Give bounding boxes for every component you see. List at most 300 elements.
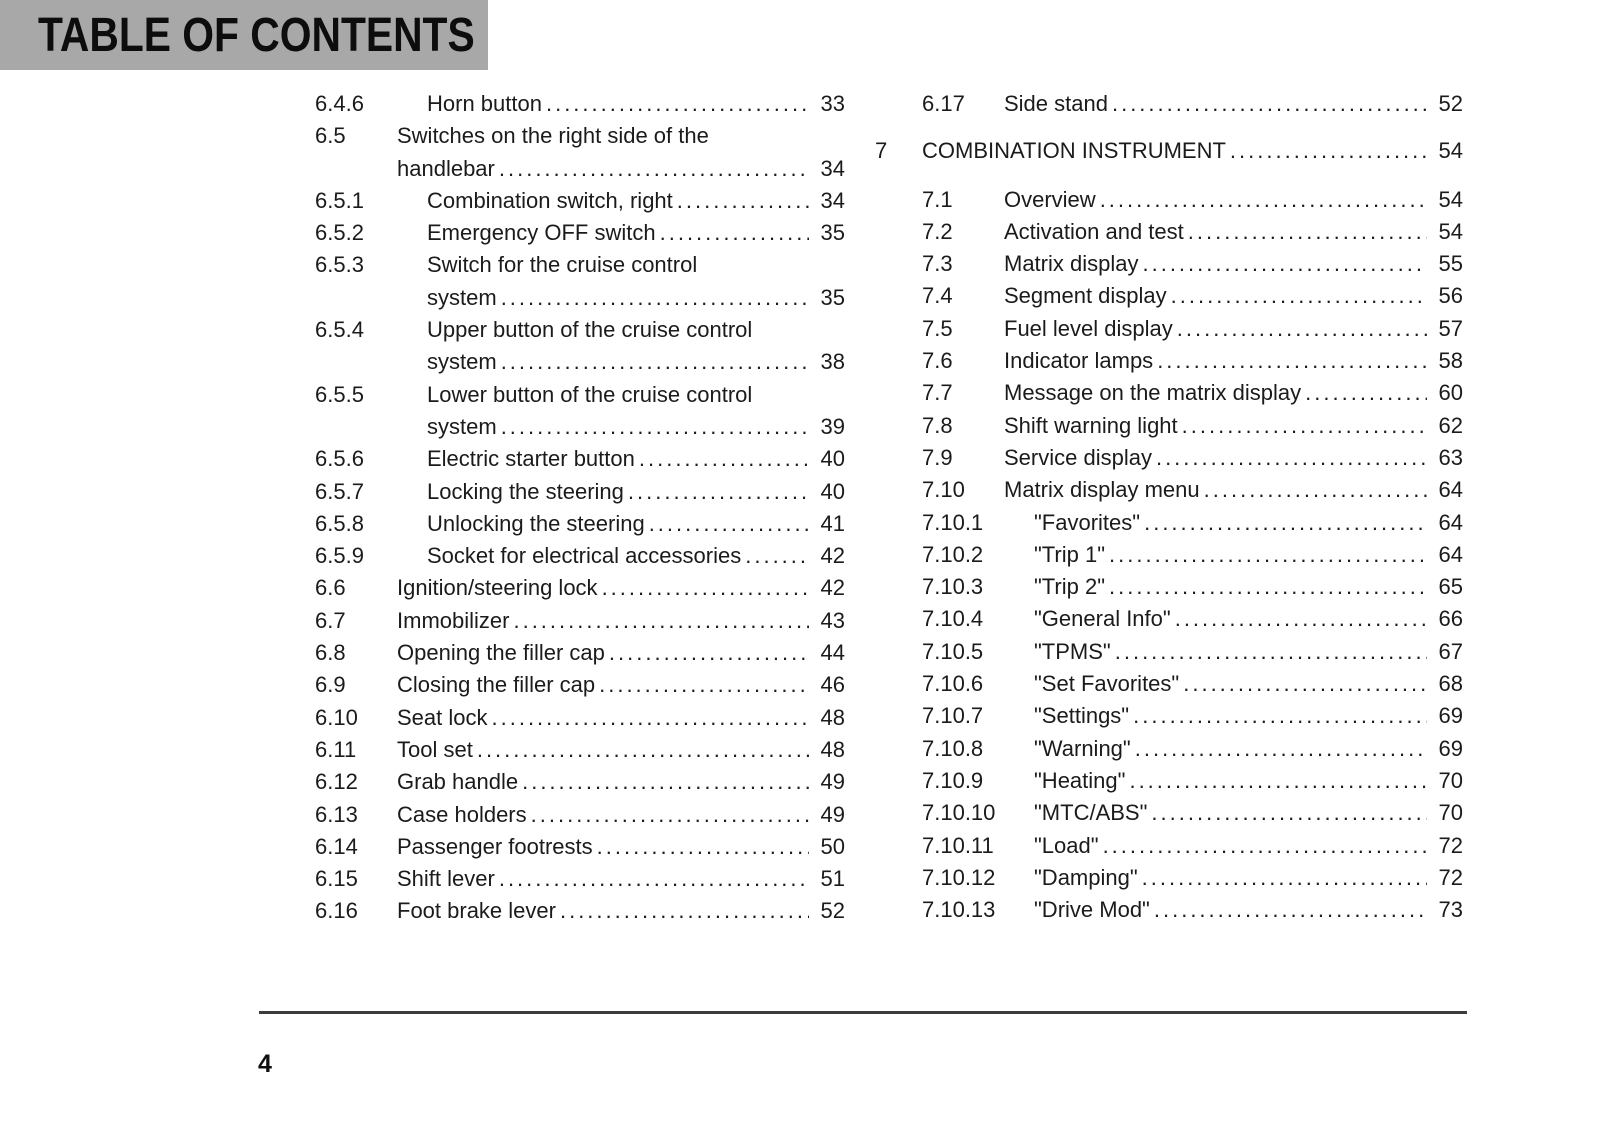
- toc-entry-page: 55: [1438, 251, 1463, 277]
- toc-entry-page: 52: [820, 898, 845, 924]
- toc-entry-number: 7.10: [922, 477, 965, 503]
- dot-leader: [1138, 248, 1426, 280]
- toc-entry-page: 42: [820, 543, 845, 569]
- toc-entry-line: [1034, 894, 1463, 926]
- footer-divider: [259, 1011, 1467, 1014]
- toc-entry-page: 72: [1438, 864, 1463, 890]
- dot-leader: [509, 605, 808, 637]
- dot-leader: [518, 766, 808, 798]
- toc-entry-body: [397, 637, 845, 669]
- toc-entry-body: [1004, 280, 1463, 312]
- toc-entry-title: Service display: [1004, 444, 1152, 470]
- toc-entry-body: [1034, 507, 1463, 539]
- toc-entry-line: [397, 153, 845, 185]
- toc-entry-page: 42: [820, 575, 845, 601]
- toc-entry-page: 50: [820, 833, 845, 859]
- toc-entry-number: 7.10.10: [922, 800, 996, 826]
- toc-entry-line: [427, 443, 845, 475]
- toc-entry-title: "Load": [1034, 832, 1099, 858]
- dot-leader: [1140, 507, 1426, 539]
- toc-entry-page: 56: [1438, 283, 1463, 309]
- toc-entry-body: [397, 605, 845, 637]
- toc-entry-body: [1034, 894, 1463, 926]
- toc-entry-number: 7.7: [922, 380, 953, 406]
- toc-entry: [875, 184, 1463, 216]
- toc-entry-body: [1004, 410, 1463, 442]
- toc-entry-page: 35: [820, 220, 845, 246]
- toc-entry-line: [922, 135, 1463, 167]
- toc-entry-page: 43: [820, 607, 845, 633]
- dot-leader: [1200, 474, 1427, 506]
- toc-entry: [875, 88, 1463, 120]
- toc-entry-line: [1004, 377, 1463, 409]
- toc-entry-line: [1034, 765, 1463, 797]
- dot-leader: [595, 669, 808, 701]
- toc-entry-page: 63: [1438, 444, 1463, 470]
- toc-entry: [315, 508, 845, 540]
- toc-entry-body: [1004, 442, 1463, 474]
- toc-entry-page: 44: [820, 640, 845, 666]
- toc-entry-number: 7.10.11: [922, 832, 994, 858]
- toc-entry: [875, 313, 1463, 345]
- toc-entry-number: 6.8: [315, 640, 346, 666]
- toc-entry-number: 6.7: [315, 607, 346, 633]
- toc-entry-body: [397, 120, 845, 185]
- toc-entry: [875, 603, 1463, 635]
- toc-entry-body: [1034, 830, 1463, 862]
- toc-entry: [875, 280, 1463, 312]
- toc-entry-number: 6.12: [315, 769, 358, 795]
- toc-entry-number: 6.15: [315, 866, 358, 892]
- toc-entry-page: 49: [820, 769, 845, 795]
- toc-entry-page: 64: [1438, 509, 1463, 535]
- toc-entry-page: 40: [820, 446, 845, 472]
- toc-entry: [875, 733, 1463, 765]
- toc-entry-title: Horn button: [427, 91, 542, 116]
- page-title: TABLE OF CONTENTS: [38, 8, 475, 62]
- dot-leader: [1184, 216, 1427, 248]
- toc-entry-title: "MTC/ABS": [1034, 800, 1148, 826]
- toc-entry-number: 6.14: [315, 833, 358, 859]
- toc-entry-body: [1004, 474, 1463, 506]
- toc-entry-body: [1034, 539, 1463, 571]
- toc-entry-title: Unlocking the steering: [427, 510, 645, 536]
- toc-entry-page: 34: [820, 155, 845, 181]
- toc-entry-line: [1034, 636, 1463, 668]
- toc-entry-title: system: [427, 413, 497, 439]
- dot-leader: [1108, 88, 1427, 120]
- dot-leader: [741, 540, 808, 572]
- toc-entry-body: [1004, 216, 1463, 248]
- toc-entry-body: [397, 702, 845, 734]
- toc-entry: [875, 830, 1463, 862]
- dot-leader: [1153, 345, 1426, 377]
- toc-entry: [875, 248, 1463, 280]
- toc-entry: [315, 895, 845, 927]
- toc-entry-page: 40: [820, 478, 845, 504]
- toc-entry-body: [1034, 603, 1463, 635]
- toc-entry-page: 65: [1438, 574, 1463, 600]
- toc-entry: [315, 120, 845, 185]
- toc-entry-line: [1004, 410, 1463, 442]
- toc-entry: [315, 572, 845, 604]
- dot-leader: [1105, 539, 1426, 571]
- dot-leader: [593, 831, 809, 863]
- toc-entry-number: 7.1: [922, 186, 953, 212]
- toc-entry-line: [1004, 280, 1463, 312]
- toc-entry-number: 6.5.5: [315, 381, 364, 407]
- toc-entry-line: [427, 540, 845, 572]
- toc-entry-body: [397, 669, 845, 701]
- dot-leader: [497, 411, 809, 443]
- toc-entry-number: 7.10.12: [922, 864, 996, 890]
- toc-entry-number: 6.5.6: [315, 446, 364, 472]
- toc-entry-body: [397, 831, 845, 863]
- toc-entry-title: Segment display: [1004, 283, 1167, 309]
- toc-entry: [315, 799, 845, 831]
- toc-entry-page: 70: [1438, 800, 1463, 826]
- toc-entry-title: Indicator lamps: [1004, 348, 1154, 374]
- toc-entry-title: Seat lock: [397, 704, 488, 730]
- toc-entry-body: [397, 766, 845, 798]
- toc-entry: [315, 734, 845, 766]
- toc-entry-title: Activation and test: [1004, 218, 1184, 244]
- toc-entry-title: Switch for the cruise control: [427, 252, 698, 278]
- toc-entry-line: [397, 572, 845, 604]
- toc-entry-page: 72: [1438, 832, 1463, 858]
- dot-leader: [1171, 603, 1427, 635]
- header-bar: [0, 0, 488, 70]
- toc-entry-page: 33: [820, 91, 845, 116]
- toc-entry-line: [1004, 88, 1463, 120]
- toc-entry-number: 7.5: [922, 315, 953, 341]
- toc-entry: [315, 476, 845, 508]
- toc-entry-number: 6.5.1: [315, 187, 364, 213]
- dot-leader: [598, 572, 809, 604]
- toc-entry-number: 7.6: [922, 348, 953, 374]
- toc-entry-number: 7.10.9: [922, 767, 984, 793]
- toc-entry-body: [397, 895, 845, 927]
- toc-entry-body: [1004, 313, 1463, 345]
- toc-entry: [875, 539, 1463, 571]
- toc-entry-body: [1004, 184, 1463, 216]
- dot-leader: [556, 895, 809, 927]
- toc-entry-title: "Settings": [1034, 703, 1130, 729]
- toc-entry-body: [427, 249, 845, 314]
- toc-entry-line: [1004, 313, 1463, 345]
- toc-entry-number: 7.9: [922, 444, 953, 470]
- toc-entry-number: 7.3: [922, 251, 953, 277]
- toc-entry-page: 54: [1438, 186, 1463, 212]
- toc-entry-number: 7.10.7: [922, 703, 984, 729]
- toc-entry-title: "Trip 2": [1034, 574, 1106, 600]
- toc-entry-title: "Drive Mod": [1034, 897, 1150, 923]
- toc-entry: [875, 862, 1463, 894]
- toc-entry-line: [397, 605, 845, 637]
- toc-entry-number: 7: [875, 138, 888, 164]
- toc-entry: [315, 637, 845, 669]
- toc-entry-number: 6.10: [315, 704, 358, 730]
- dot-leader: [1105, 571, 1426, 603]
- toc-entry-page: 51: [820, 866, 845, 892]
- toc-entry-line: [1034, 862, 1463, 894]
- toc-entry-line: [427, 217, 845, 249]
- dot-leader: [624, 476, 809, 508]
- toc-entry-number: 6.5.8: [315, 510, 364, 536]
- toc-entry: [315, 314, 845, 379]
- toc-entry-number: 6.6: [315, 575, 346, 601]
- toc-entry-body: [427, 508, 845, 540]
- dot-leader: [1129, 700, 1426, 732]
- toc-entry-number: 7.10.3: [922, 574, 984, 600]
- toc-entry: [315, 88, 845, 120]
- toc-entry-number: 6.13: [315, 801, 358, 827]
- toc-entry-body: [427, 185, 845, 217]
- toc-entry-line: [1034, 733, 1463, 765]
- toc-entry-page: 66: [1438, 606, 1463, 632]
- toc-entry-line: [1034, 603, 1463, 635]
- toc-column-right: [875, 88, 1463, 926]
- toc-entry: [315, 669, 845, 701]
- dot-leader: [495, 153, 809, 185]
- toc-entry-number: 7.4: [922, 283, 953, 309]
- toc-entry: [875, 765, 1463, 797]
- toc-entry-title: "Warning": [1034, 735, 1131, 761]
- toc-entry: [315, 185, 845, 217]
- toc-entry-title: Tool set: [397, 736, 473, 762]
- toc-entry-title: "Heating": [1034, 767, 1126, 793]
- toc-entry-number: 7.8: [922, 412, 953, 438]
- toc-entry: [875, 345, 1463, 377]
- dot-leader: [495, 863, 809, 895]
- toc-entry-page: 38: [820, 349, 845, 375]
- toc-entry: [315, 249, 845, 314]
- toc-entry-number: 7.10.8: [922, 735, 984, 761]
- dot-leader: [1178, 410, 1427, 442]
- toc-entry-line: [1004, 184, 1463, 216]
- toc-entry-page: 49: [820, 801, 845, 827]
- toc-entry-title: Matrix display menu: [1004, 477, 1200, 503]
- toc-entry-title: "General Info": [1034, 606, 1171, 632]
- toc-entry-page: 39: [820, 413, 845, 439]
- toc-entry-page: 70: [1438, 767, 1463, 793]
- toc-entry: [315, 605, 845, 637]
- toc-entry-number: 7.2: [922, 218, 953, 244]
- toc-entry-number: 6.16: [315, 898, 358, 924]
- toc-entry-body: [1034, 765, 1463, 797]
- toc-entry-body: [1004, 345, 1463, 377]
- toc-entry: [315, 831, 845, 863]
- toc-entry-line: [427, 476, 845, 508]
- toc-entry-title: COMBINATION INSTRUMENT: [922, 138, 1226, 164]
- toc-entry-page: 62: [1438, 412, 1463, 438]
- page-number: 4: [258, 1050, 272, 1078]
- toc-entry-body: [427, 217, 845, 249]
- dot-leader: [605, 637, 809, 669]
- toc-entry: [875, 474, 1463, 506]
- dot-leader: [1167, 280, 1427, 312]
- toc-entry-line: [1004, 474, 1463, 506]
- toc-entry-body: [1034, 700, 1463, 732]
- toc-entry-title: Combination switch, right: [427, 187, 673, 213]
- toc-entry-title: system: [427, 349, 497, 375]
- dot-leader: [1152, 442, 1427, 474]
- toc-entry-body: [427, 379, 845, 444]
- toc-entry-number: 6.5.9: [315, 543, 364, 569]
- toc-entry-title: Switches on the right side of the: [397, 123, 709, 149]
- toc-entry-page: 41: [820, 510, 845, 536]
- toc-entry-page: 54: [1438, 218, 1463, 244]
- toc-entry-page: 54: [1438, 138, 1463, 164]
- toc-entry-number: 6.5: [315, 123, 346, 149]
- toc-entry-page: 52: [1438, 91, 1463, 116]
- toc-entry-title: handlebar: [397, 155, 495, 181]
- dot-leader: [635, 443, 809, 475]
- toc-entry-page: 48: [820, 704, 845, 730]
- toc-entry-line: [427, 379, 845, 411]
- toc-entry-page: 69: [1438, 703, 1463, 729]
- dot-leader: [1111, 636, 1427, 668]
- toc-entry-line: [397, 734, 845, 766]
- toc-entry-line: [397, 766, 845, 798]
- toc-entry-number: 6.5.4: [315, 317, 364, 343]
- toc-entry-line: [427, 314, 845, 346]
- toc-entry-number: 6.5.2: [315, 220, 364, 246]
- dot-leader: [1173, 313, 1427, 345]
- toc-entry-line: [1034, 700, 1463, 732]
- toc-entry: [875, 410, 1463, 442]
- dot-leader: [1096, 184, 1427, 216]
- dot-leader: [1125, 765, 1426, 797]
- toc-entry-title: "TPMS": [1034, 638, 1111, 664]
- toc-entry-number: 6.11: [315, 736, 357, 762]
- dot-leader: [1301, 377, 1426, 409]
- toc-entry: [315, 766, 845, 798]
- toc-entry-body: [427, 540, 845, 572]
- toc-entry-body: [1034, 733, 1463, 765]
- toc-entry: [875, 507, 1463, 539]
- toc-entry-body: [397, 863, 845, 895]
- toc-entry-line: [397, 799, 845, 831]
- dot-leader: [1179, 668, 1426, 700]
- toc-entry-line: [427, 249, 845, 281]
- toc-entry: [315, 702, 845, 734]
- toc-entry-page: 73: [1438, 897, 1463, 923]
- toc-entry-line: [397, 895, 845, 927]
- toc-entry-number: 7.10.13: [922, 897, 996, 923]
- dot-leader: [497, 346, 809, 378]
- toc-entry-number: 7.10.4: [922, 606, 984, 632]
- toc-entry-title: "Trip 1": [1034, 541, 1106, 567]
- toc-entry: [875, 571, 1463, 603]
- toc-entry-title: Socket for electrical accessories: [427, 543, 742, 569]
- toc-entry-page: 46: [820, 672, 845, 698]
- toc-entry-body: [1034, 797, 1463, 829]
- toc-entry-title: Electric starter button: [427, 446, 635, 472]
- toc-entry-line: [427, 185, 845, 217]
- toc-entry-line: [1034, 571, 1463, 603]
- toc-entry-title: "Set Favorites": [1034, 671, 1180, 697]
- toc-entry-page: 58: [1438, 348, 1463, 374]
- toc-entry-line: [1004, 345, 1463, 377]
- dot-leader: [497, 282, 809, 314]
- toc-entry-title: Emergency OFF switch: [427, 220, 656, 246]
- dot-leader: [488, 702, 809, 734]
- dot-leader: [1150, 894, 1427, 926]
- toc-entry-title: system: [427, 284, 497, 310]
- toc-entry-title: Message on the matrix display: [1004, 380, 1302, 406]
- toc-entry-title: "Damping": [1034, 864, 1138, 890]
- toc-entry-body: [427, 88, 845, 120]
- toc-entry-body: [922, 135, 1463, 167]
- toc-entry-body: [1034, 571, 1463, 603]
- toc-entry-body: [1004, 377, 1463, 409]
- toc-entry-number: 6.9: [315, 672, 346, 698]
- toc-entry-number: 7.10.2: [922, 541, 984, 567]
- toc-entry-body: [397, 799, 845, 831]
- dot-leader: [1138, 862, 1427, 894]
- toc-entry-line: [427, 282, 845, 314]
- dot-leader: [527, 799, 809, 831]
- dot-leader: [1099, 830, 1427, 862]
- toc-entry-title: Ignition/steering lock: [397, 575, 598, 601]
- toc-entry-page: 57: [1438, 315, 1463, 341]
- toc-entry-title: Case holders: [397, 801, 527, 827]
- toc-entry-page: 64: [1438, 477, 1463, 503]
- toc-entry-number: 6.17: [922, 91, 965, 116]
- toc-entry-title: Grab handle: [397, 769, 519, 795]
- dot-leader: [673, 185, 809, 217]
- dot-leader: [473, 734, 809, 766]
- toc-entry-title: Shift lever: [397, 866, 495, 892]
- toc-entry-page: 48: [820, 736, 845, 762]
- toc-entry-page: 69: [1438, 735, 1463, 761]
- toc-entry-body: [427, 443, 845, 475]
- toc-entry-title: Opening the filler cap: [397, 640, 605, 666]
- toc-entry: [875, 668, 1463, 700]
- toc-entry: [315, 443, 845, 475]
- toc-entry: [875, 135, 1463, 167]
- toc-entry-page: 67: [1438, 638, 1463, 664]
- toc-entry-number: 6.4.6: [315, 91, 364, 116]
- toc-entry-number: 6.5.7: [315, 478, 364, 504]
- toc-entry-body: [1034, 668, 1463, 700]
- dot-leader: [1226, 135, 1427, 167]
- dot-leader: [1131, 733, 1427, 765]
- toc-entry-body: [1034, 862, 1463, 894]
- toc-entry-title: Matrix display: [1004, 251, 1139, 277]
- toc-entry-line: [1034, 507, 1463, 539]
- toc-entry: [315, 863, 845, 895]
- toc-entry: [875, 797, 1463, 829]
- toc-entry-body: [427, 476, 845, 508]
- toc-entry-body: [397, 572, 845, 604]
- toc-entry-number: 7.10.5: [922, 638, 984, 664]
- toc-entry-page: 60: [1438, 380, 1463, 406]
- toc-entry: [315, 379, 845, 444]
- dot-leader: [1147, 797, 1426, 829]
- toc-entry-title: Closing the filler cap: [397, 672, 596, 698]
- toc-entry-line: [397, 669, 845, 701]
- toc-entry-line: [427, 346, 845, 378]
- toc-entry: [315, 540, 845, 572]
- toc-entry-body: [427, 314, 845, 379]
- toc-entry-line: [1004, 248, 1463, 280]
- toc-entry: [315, 217, 845, 249]
- toc-entry-body: [1034, 636, 1463, 668]
- toc-entry-title: Upper button of the cruise control: [427, 317, 753, 343]
- toc-entry-body: [397, 734, 845, 766]
